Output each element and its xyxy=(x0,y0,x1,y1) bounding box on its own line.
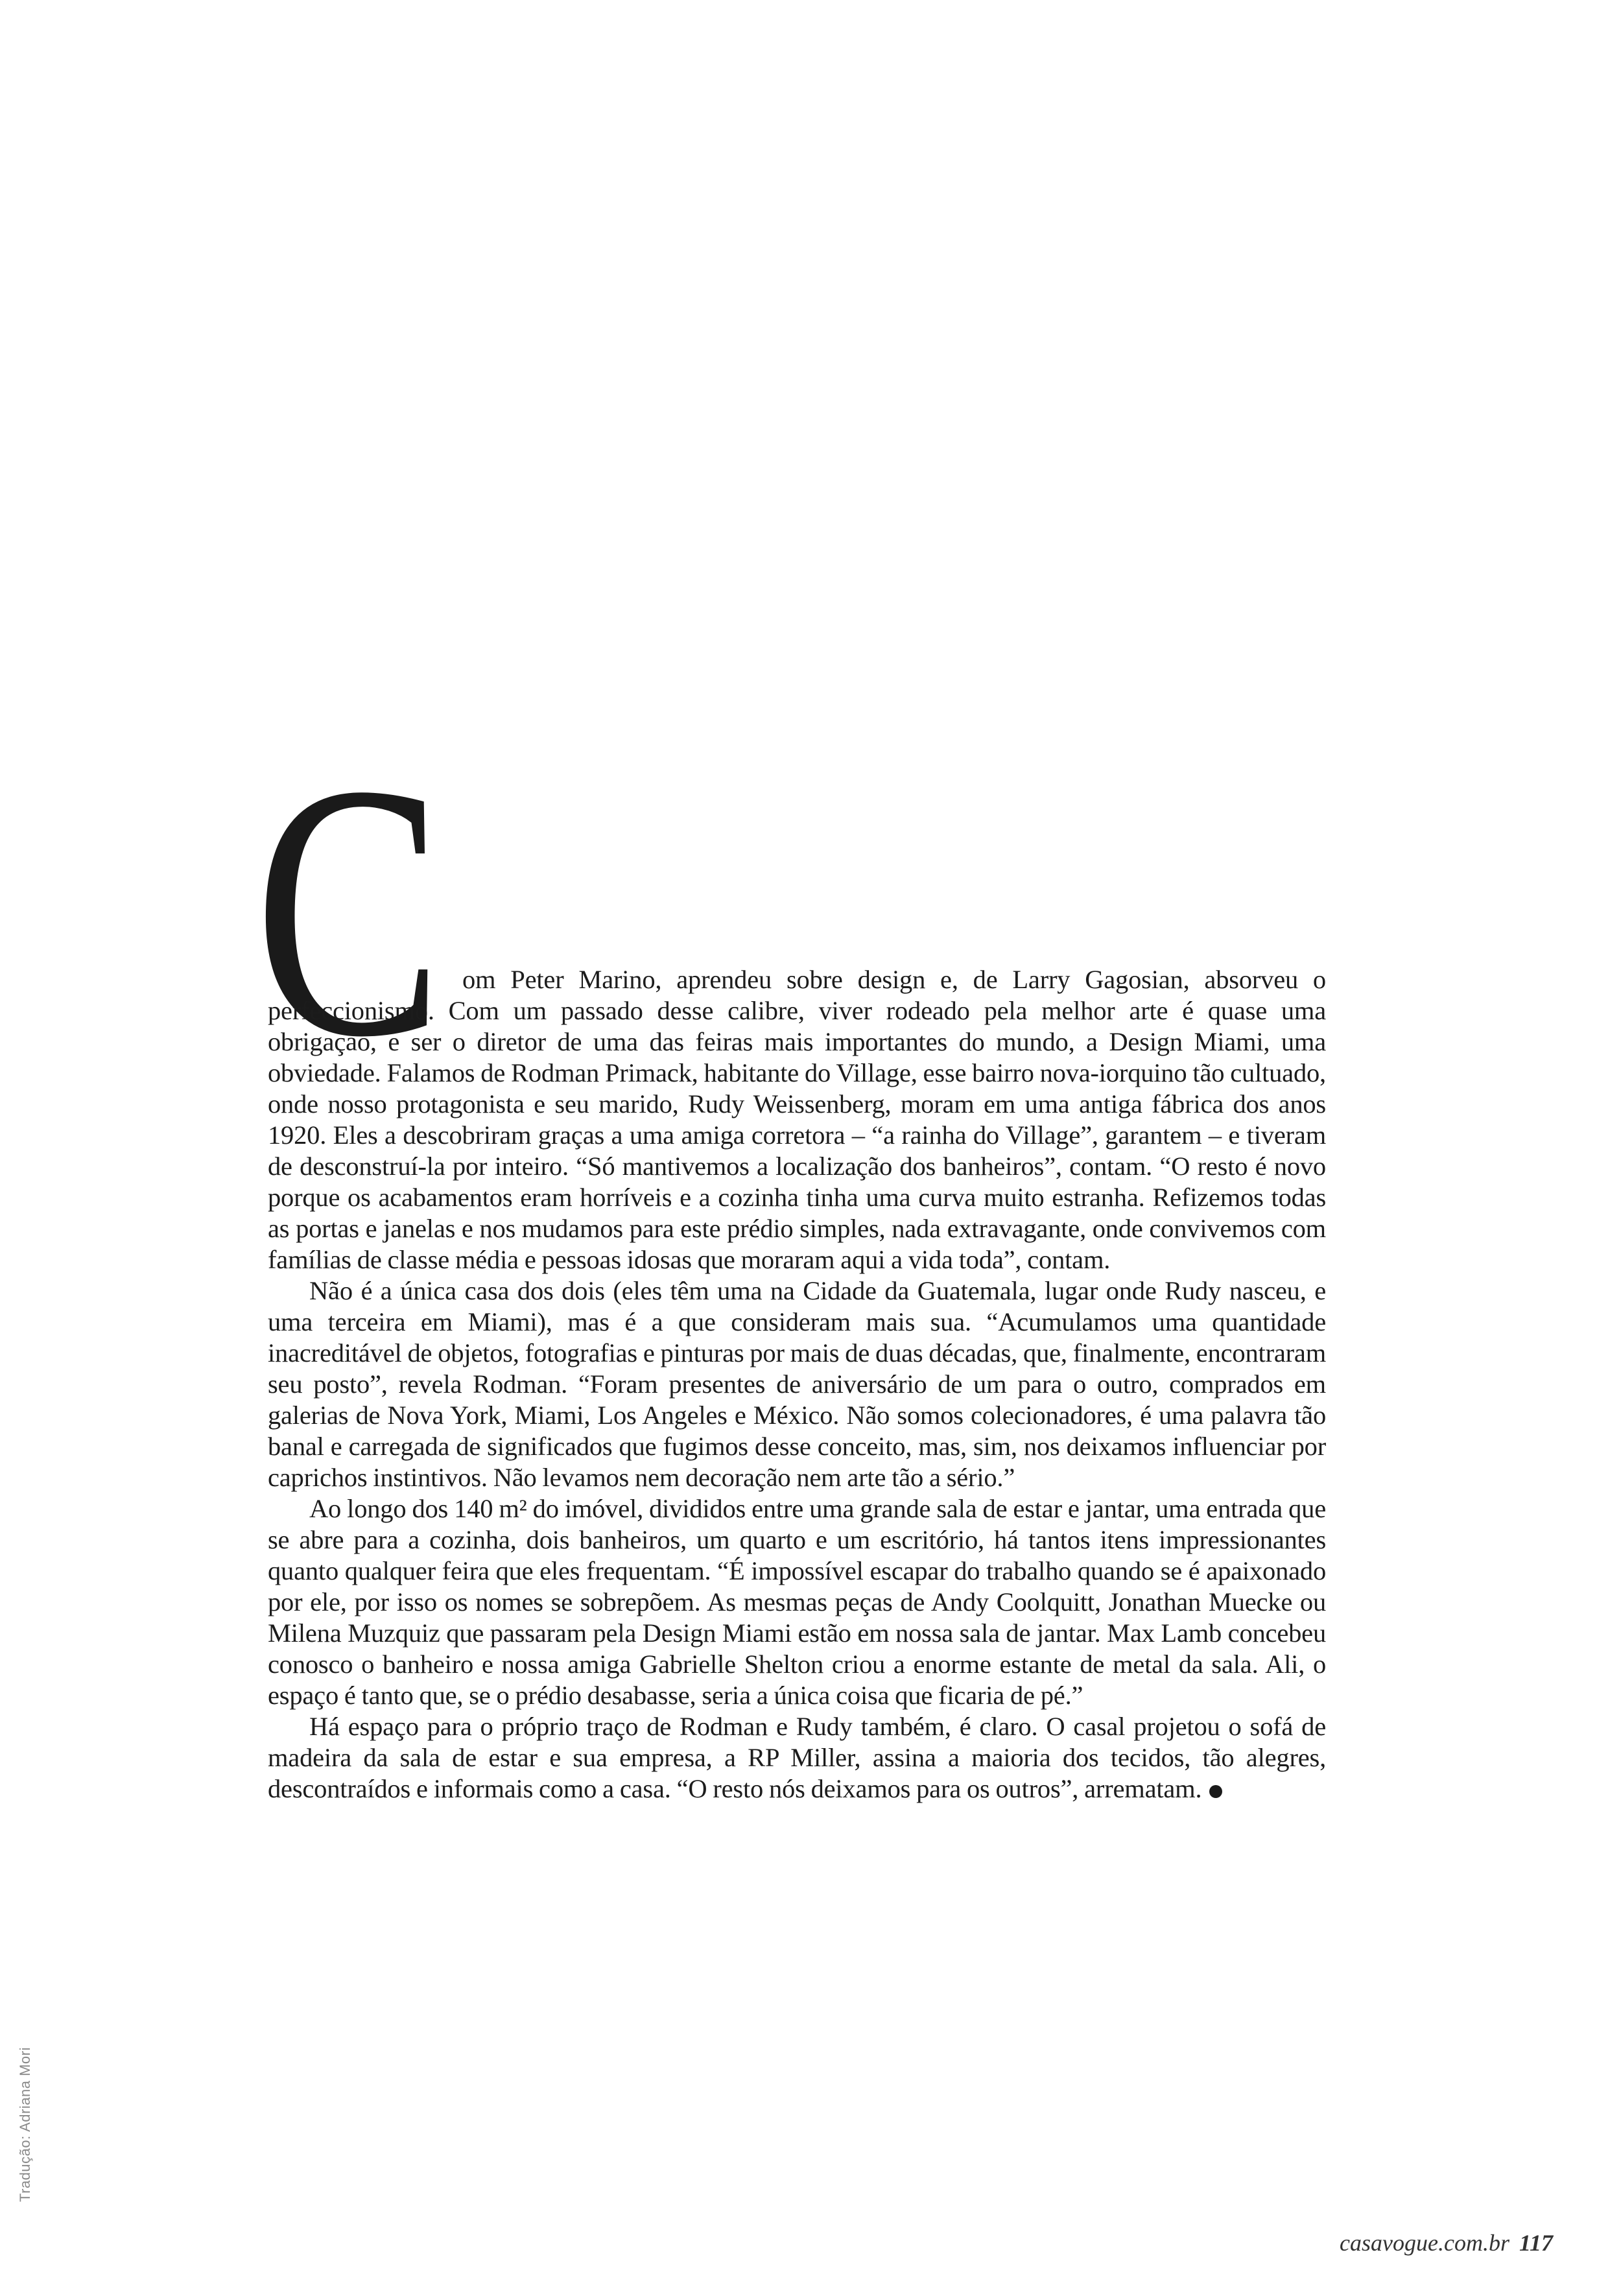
article-body xyxy=(268,964,1326,1805)
article-paragraph-2: Não é a única casa dos dois (eles têm uma na Cidade da Guatemala, lugar onde Rudy nasceu, e uma terceira em Miami), mas é a que consideram mais sua. “Acumulamos uma quantidade inacreditável de objetos, fotografias e pinturas por mais de duas décadas, que, finalmente, encontraram seu posto”, revela Rodman. “Foram presentes de aniversário de um para o outro, comprados em galerias de Nova York, Miami, Los Angeles e México. Não somos colecionadores, é uma palavra tão banal e carregada de significados que fugimos desse conceito, mas, sim, nos deixamos influenciar por caprichos instintivos. Não levamos nem decoração nem arte tão a sério.” xyxy=(268,1276,1326,1492)
drop-cap-letter: C xyxy=(254,710,444,1112)
page-number: 117 xyxy=(1519,2230,1553,2256)
article-paragraph-3: Ao longo dos 140 m² do imóvel, divididos entre uma grande sala de estar e jantar, uma entrada que se abre para a cozinha, dois banheiros, um quarto e um escritório, há tantos itens impressionantes quanto qualquer feira que eles frequentam. “É impossível escapar do trabalho quando se é apaixonado por ele, por isso os nomes se sobrepõem. As mesmas peças de Andy Coolquitt, Jonathan Muecke ou Milena Muzquiz que passaram pela Design Miami estão em nossa sala de jantar. Max Lamb concebeu conosco o banheiro e nossa amiga Gabrielle Shelton criou a enorme estante de metal da sala. Ali, o espaço é tanto que, se o prédio desabasse, seria a única coisa que ficaria de pé.” xyxy=(268,1494,1326,1710)
article-paragraph-4 xyxy=(268,1711,1326,1805)
translation-credit: Tradução: Adriana Mori xyxy=(17,2047,33,2202)
article-paragraph-4-text: Há espaço para o próprio traço de Rodman e Rudy também, é claro. O casal projetou o sofá de madeira da sala de estar e sua empresa, a RP Miller, assina a maioria dos tecidos, tão alegres, descontraídos e informais como a casa. “O resto nós deixamos para os outros”, arrematam. xyxy=(268,1712,1326,1803)
page-footer xyxy=(1340,2229,1553,2256)
article-paragraph-1: om Peter Marino, aprendeu sobre design e, de Larry Gagosian, absorveu o perfeccionismo. Com um passado desse calibre, viver rodeado pela melhor arte é quase uma obrigação, e ser o diretor de uma das feiras mais importantes do mundo, a Design Miami, uma obviedade. Falamos de Rodman Primack, habitante do Village, esse bairro nova-iorquino tão cultuado, onde nosso protagonista e seu marido, Rudy Weissenberg, moram em uma antiga fábrica dos anos 1920. Eles a descobriram graças a uma amiga corretora – “a rainha do Village”, garantem – e tiveram de desconstruí-la por inteiro. “Só mantivemos a localização dos banheiros”, contam. “O resto é novo porque os acabamentos eram horríveis e a cozinha tinha uma curva muito estranha. Refizemos todas as portas e janelas e nos mudamos para este prédio simples, nada extravagante, onde convivemos com famílias de classe média e pessoas idosas que moraram aqui a vida toda”, contam. xyxy=(268,965,1326,1274)
footer-site-name: casavogue.com.br xyxy=(1340,2230,1509,2256)
end-of-article-bullet-icon xyxy=(1209,1785,1222,1798)
